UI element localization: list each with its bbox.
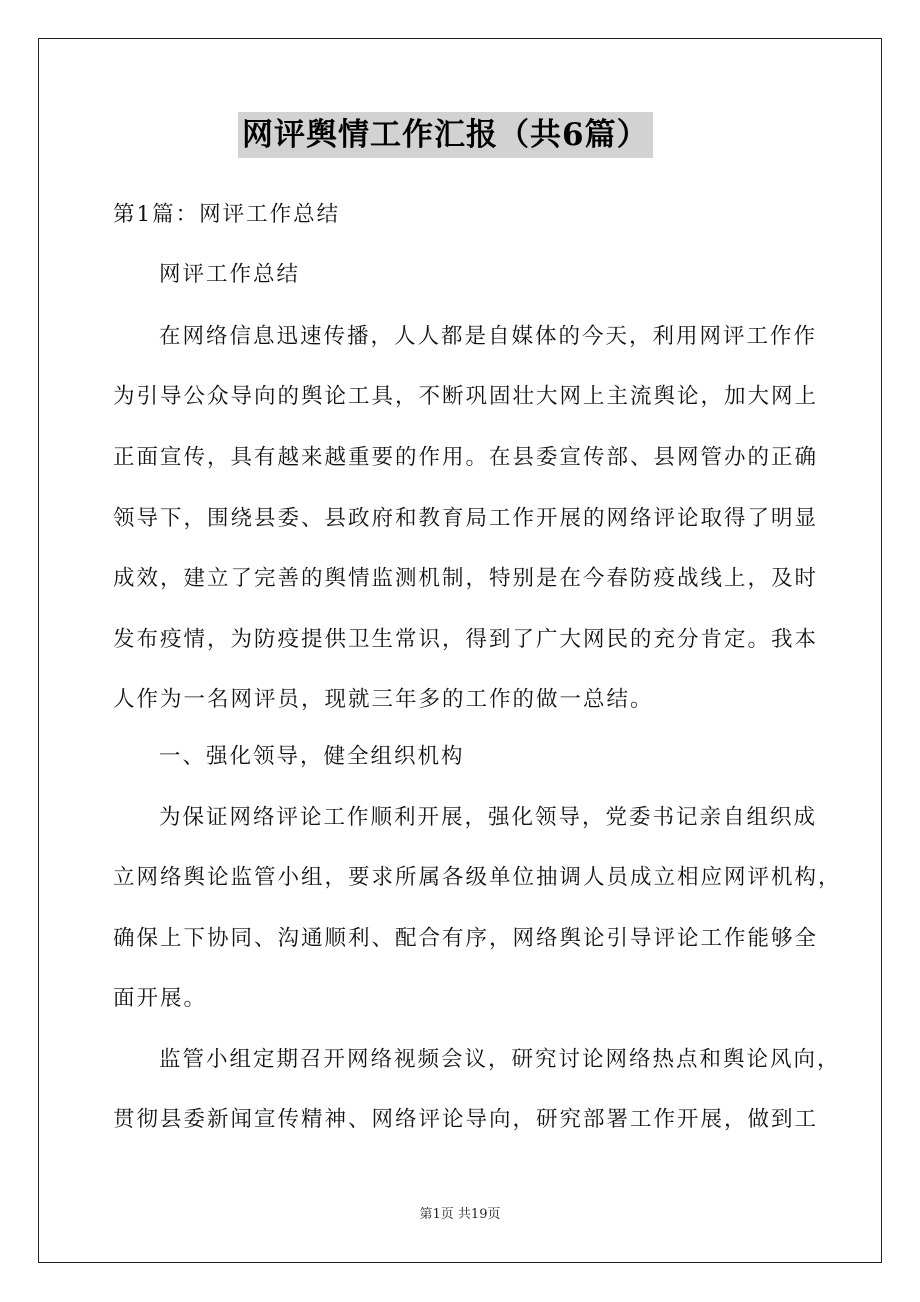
paragraph-line: 在网络信息迅速传播，人人都是自媒体的今天，利用网评工作作	[159, 324, 818, 349]
paragraph-line: 成效，建立了完善的舆情监测机制，特别是在今春防疫战线上，及时	[113, 566, 819, 591]
paragraph-line: 为保证网络评论工作顺利开展，强化领导，党委书记亲自组织成	[159, 805, 818, 830]
page-footer: 第1页 共19页	[419, 1207, 501, 1222]
list-heading: 一、强化领导，健全组织机构	[159, 744, 465, 769]
paragraph-line: 确保上下协同、沟通顺利、配合有序，网络舆论引导评论工作能够全	[113, 926, 819, 951]
paragraph-line: 领导下，围绕县委、县政府和教育局工作开展的网络评论取得了明显	[113, 506, 819, 531]
paragraph-line: 贯彻县委新闻宣传精神、网络评论导向，研究部署工作开展，做到工	[113, 1107, 819, 1132]
sub-heading: 网评工作总结	[159, 262, 301, 287]
paragraph-line: 为引导公众导向的舆论工具，不断巩固壮大网上主流舆论，加大网上	[113, 384, 819, 409]
paragraph-line: 面开展。	[113, 986, 208, 1011]
paragraph-line: 监管小组定期召开网络视频会议，研究讨论网络热点和舆论风向，	[159, 1047, 841, 1072]
document-title: 网评舆情工作汇报（共6篇）	[238, 112, 653, 158]
paragraph-line: 发布疫情，为防疫提供卫生常识，得到了广大网民的充分肯定。我本	[113, 627, 819, 652]
paragraph-line: 人作为一名网评员，现就三年多的工作的做一总结。	[113, 687, 654, 712]
paragraph-line: 正面宣传，具有越来越重要的作用。在县委宣传部、县网管办的正确	[113, 445, 819, 470]
paragraph-line: 立网络舆论监管小组，要求所属各级单位抽调人员成立相应网评机构，	[113, 865, 842, 890]
section-heading: 第1篇：网评工作总结	[113, 202, 341, 227]
